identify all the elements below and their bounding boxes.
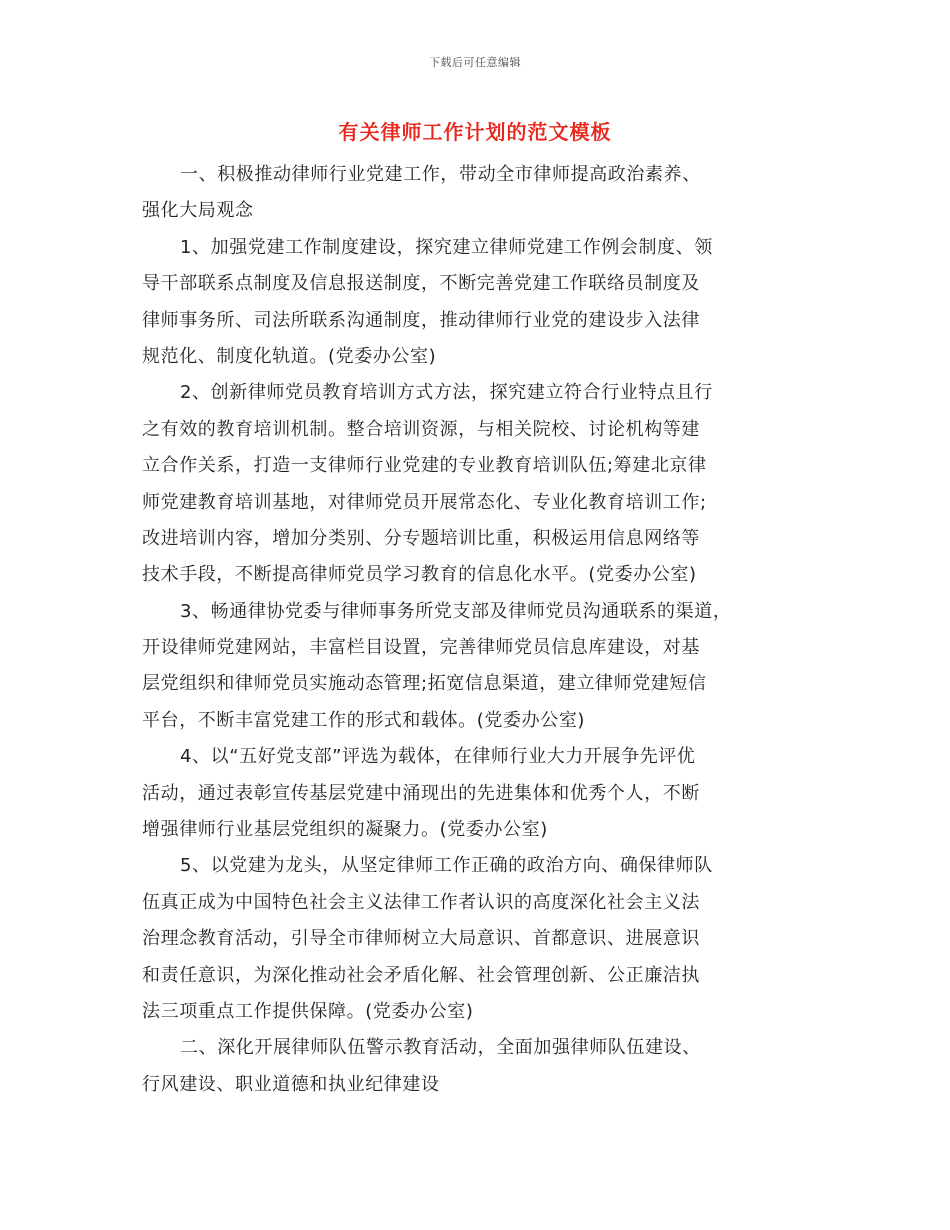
paragraph-line: 规范化、制度化轨道。(党委办公室): [142, 345, 437, 367]
document-body: [142, 157, 814, 1103]
paragraph-line: 法三项重点工作提供保障。(党委办公室): [142, 1000, 474, 1022]
paragraph-line: 之有效的教育培训机制。整合培训资源，与相关院校、讨论机构等建: [142, 418, 700, 440]
paragraph-line: 强化大局观念: [142, 200, 254, 222]
document-title: 有关律师工作计划的范文模板: [338, 120, 612, 144]
paragraph: [142, 594, 814, 740]
paragraph-line: 活动，通过表彰宣传基层党建中涌现出的先进集体和优秀个人，不断: [142, 782, 700, 804]
paragraph: [142, 848, 814, 1030]
paragraph: [142, 375, 814, 593]
paragraph-line: 3、畅通律协党委与律师事务所党支部及律师党员沟通联系的渠道，: [180, 600, 732, 622]
paragraph-line: 2、创新律师党员教育培训方式方法，探究建立符合行业特点且行: [180, 382, 713, 404]
paragraph-line: 导干部联系点制度及信息报送制度，不断完善党建工作联络员制度及: [142, 273, 700, 295]
paragraph-line: 一、积极推动律师行业党建工作，带动全市律师提高政治素养、: [180, 164, 701, 185]
paragraph-line: 和责任意识，为深化推动社会矛盾化解、社会管理创新、公正廉洁执: [142, 964, 700, 986]
paragraph: [142, 230, 814, 376]
paragraph-line: 平台，不断丰富党建工作的形式和载体。(党委办公室): [142, 709, 586, 731]
paragraph-line: 行风建设、职业道德和执业纪律建设: [142, 1073, 440, 1095]
paragraph-line: 增强律师行业基层党组织的凝聚力。(党委办公室): [142, 819, 548, 841]
paragraph-line: 治理念教育活动，引导全市律师树立大局意识、首都意识、进展意识: [142, 928, 700, 950]
paragraph-line: 5、以党建为龙头，从坚定律师工作正确的政治方向、确保律师队: [180, 855, 713, 877]
paragraph-line: 4、以“五好党支部”评选为载体，在律师行业大力开展争先评优: [180, 746, 696, 768]
paragraph-line: 改进培训内容，增加分类别、分专题培训比重，积极运用信息网络等: [142, 527, 700, 549]
paragraph-line: 开设律师党建网站，丰富栏目设置，完善律师党员信息库建设，对基: [142, 637, 700, 659]
paragraph-line: 层党组织和律师党员实施动态管理;拓宽信息渠道，建立律师党建短信: [142, 673, 707, 695]
paragraph-line: 技术手段，不断提高律师党员学习教育的信息化水平。(党委办公室): [142, 564, 697, 586]
paragraph-line: 律师事务所、司法所联系沟通制度，推动律师行业党的建设步入法律: [142, 309, 700, 331]
paragraph: [142, 739, 814, 848]
paragraph-line: 师党建教育培训基地，对律师党员开展常态化、专业化教育培训工作;: [142, 491, 707, 513]
paragraph-line: 伍真正成为中国特色社会主义法律工作者认识的高度深化社会主义法: [142, 891, 700, 913]
paragraph-line: 二、深化开展律师队伍警示教育活动，全面加强律师队伍建设、: [180, 1037, 701, 1059]
paragraph: [142, 1030, 814, 1103]
page-header-note: 下载后可任意编辑: [429, 56, 521, 69]
paragraph-line: 1、加强党建工作制度建设，探究建立律师党建工作例会制度、领: [180, 236, 713, 258]
paragraph: [142, 157, 814, 230]
paragraph-line: 立合作关系，打造一支律师行业党建的专业教育培训队伍;筹建北京律: [142, 455, 707, 477]
